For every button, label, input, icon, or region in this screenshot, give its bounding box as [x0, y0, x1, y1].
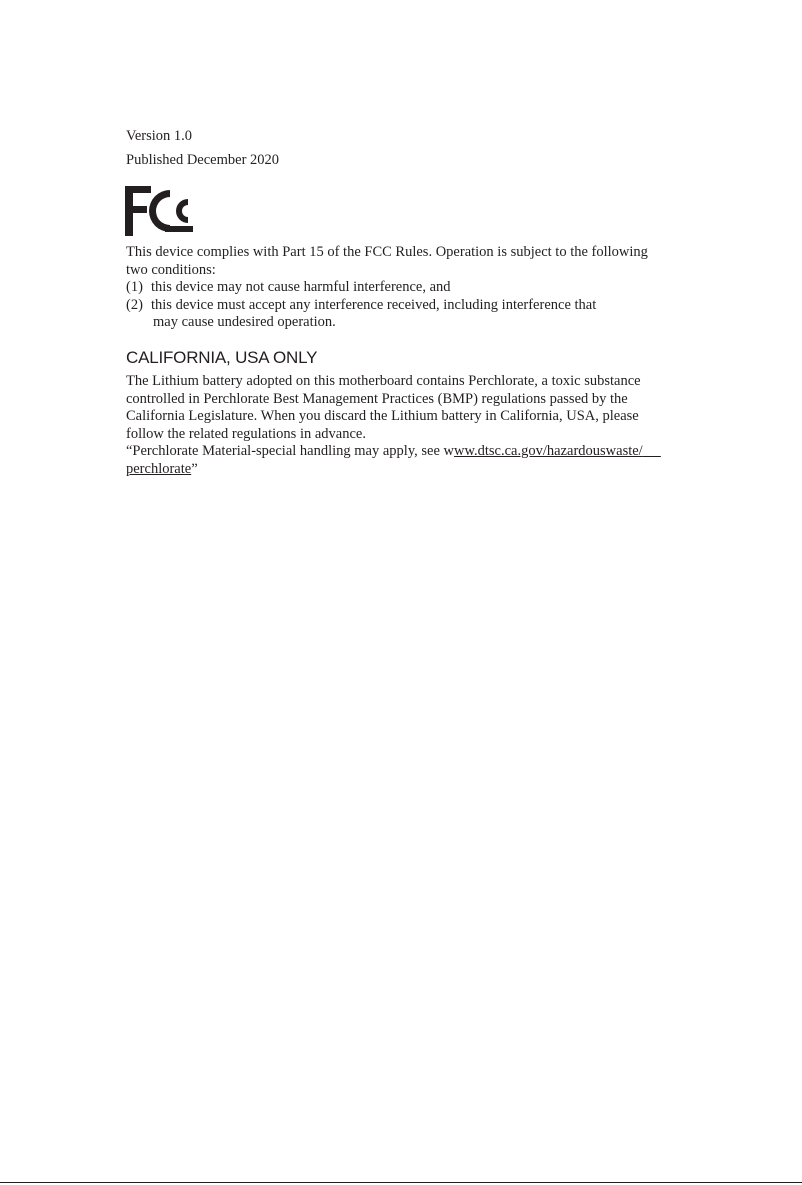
- california-line: follow the related regulations in advance.: [126, 425, 366, 442]
- perchlorate-quote-end: [126, 461, 706, 479]
- california-notice: [126, 373, 706, 478]
- fcc-logo-icon: [125, 186, 193, 236]
- dtsc-link-trail[interactable]: [643, 443, 661, 459]
- california-line: The Lithium battery adopted on this motherboard contains Perchlorate, a toxic substance: [126, 373, 641, 389]
- footer-divider: [0, 1182, 802, 1183]
- fcc-intro-line: This device complies with Part 15 of the FCC Rules. Operation is subject to the following: [126, 244, 648, 260]
- fcc-intro-line: two conditions:: [126, 261, 216, 278]
- fcc-condition-2: [126, 297, 706, 332]
- document-meta: [126, 124, 279, 172]
- fcc-condition-1: [126, 279, 706, 297]
- california-line: controlled in Perchlorate Best Management Practices (BMP) regulations passed by the: [126, 390, 628, 407]
- published-date: Published December 2020: [126, 152, 280, 168]
- quote-prefix: “Perchlorate Material-special handling may apply, see w: [126, 443, 454, 459]
- quote-suffix: ”: [191, 460, 198, 477]
- version-text: Version 1.0: [126, 128, 193, 144]
- dtsc-link-continued[interactable]: perchlorate: [126, 460, 192, 477]
- condition-number: (1): [126, 279, 143, 295]
- condition-text: this device must accept any interference received, including interference that: [151, 296, 597, 313]
- condition-text-continued: may cause undesired operation.: [153, 314, 336, 330]
- perchlorate-quote: [126, 443, 706, 461]
- california-heading: CALIFORNIA, USA ONLY: [126, 348, 318, 367]
- condition-text: this device may not cause harmful interference, and: [151, 279, 451, 295]
- condition-number: (2): [126, 296, 143, 313]
- california-line: California Legislature. When you discard the Lithium battery in California, USA, please: [126, 408, 639, 424]
- fcc-compliance-statement: [126, 244, 706, 332]
- dtsc-link[interactable]: ww.dtsc.ca.gov/hazardouswaste/: [454, 443, 643, 459]
